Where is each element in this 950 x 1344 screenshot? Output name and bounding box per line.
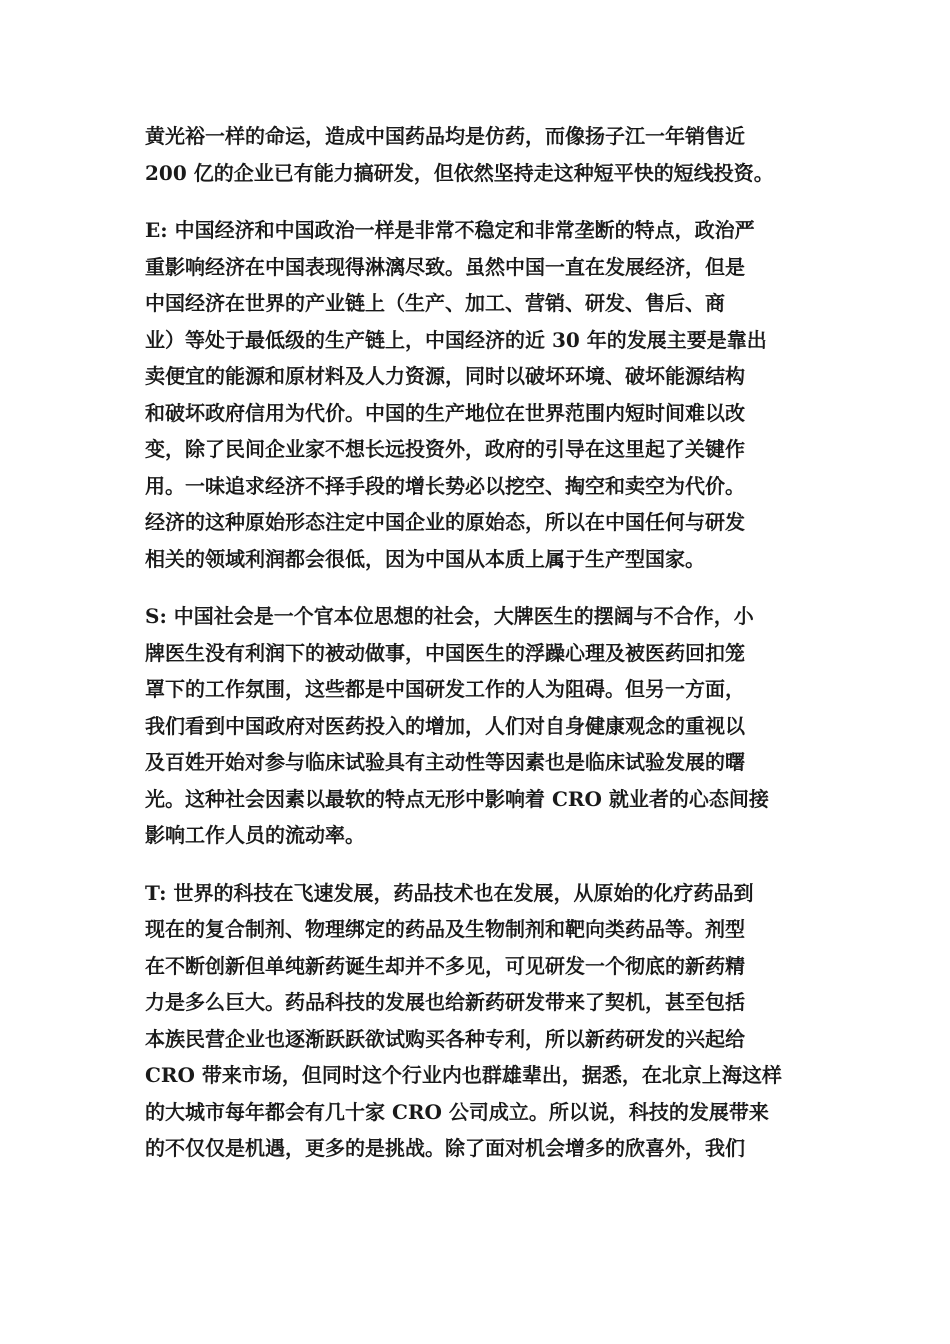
paragraph-social-s — [145, 598, 810, 854]
text-line: 在不断创新但单纯新药诞生却并不多见，可见研发一个彻底的新药精 — [145, 953, 745, 978]
text-line: 现在的复合制剂、物理绑定的药品及生物制剂和靶向类药品等。剂型 — [145, 917, 745, 941]
text-line: 的不仅仅是机遇，更多的是挑战。除了面对机会增多的欣喜外，我们 — [145, 1136, 745, 1160]
text-line: 及百姓开始对参与临床试验具有主动性等因素也是临床试验发展的曙 — [145, 750, 745, 774]
paragraph-economic-e — [145, 212, 810, 577]
text-line: E: 中国经济和中国政治一样是非常不稳定和非常垄断的特点，政治严 — [145, 218, 755, 242]
text-line: 我们看到中国政府对医药投入的增加，人们对自身健康观念的重视以 — [145, 713, 745, 738]
text-line: 本族民营企业也逐渐跃跃欲试购买各种专利，所以新药研发的兴起给 — [145, 1026, 745, 1051]
text-line: 用。一味追求经济不择手段的增长势必以挖空、掏空和卖空为代价。 — [145, 473, 745, 498]
text-line: 力是多么巨大。药品科技的发展也给新药研发带来了契机，甚至包括 — [145, 990, 745, 1014]
text-line: 相关的领域利润都会很低，因为中国从本质上属于生产型国家。 — [145, 546, 705, 571]
text-line: 黄光裕一样的命运，造成中国药品均是仿药，而像扬子江一年销售近 — [145, 124, 745, 148]
document-body — [145, 118, 810, 1188]
text-line: 罩下的工作氛围，这些都是中国研发工作的人为阻碍。但另一方面， — [145, 677, 745, 701]
text-line: 光。这种社会因素以最软的特点无形中影响着 CRO 就业者的心态间接 — [145, 786, 769, 811]
text-line: 牌医生没有利润下的被动做事，中国医生的浮躁心理及被医药回扣笼 — [145, 640, 745, 665]
text-line: 中国经济在世界的产业链上（生产、加工、营销、研发、售后、商 — [145, 291, 725, 315]
text-line: 和破坏政府信用为代价。中国的生产地位在世界范围内短时间难以改 — [145, 400, 745, 425]
text-line: S: 中国社会是一个官本位思想的社会，大牌医生的摆阔与不合作，小 — [145, 604, 754, 628]
paragraph-technology-t — [145, 875, 810, 1167]
text-line: 变，除了民间企业家不想长远投资外，政府的引导在这里起了关键作 — [145, 437, 745, 461]
text-line: 业）等处于最低级的生产链上，中国经济的近 30 年的发展主要是靠出 — [145, 327, 767, 352]
text-line: 卖便宜的能源和原材料及人力资源，同时以破坏环境、破坏能源结构 — [145, 364, 745, 388]
text-line: 200 亿的企业已有能力搞研发，但依然坚持走这种短平快的短线投资。 — [145, 160, 774, 185]
text-line: 经济的这种原始形态注定中国企业的原始态，所以在中国任何与研发 — [145, 510, 745, 534]
paragraph-intro-continuation — [145, 118, 810, 191]
text-line: T: 世界的科技在飞速发展，药品技术也在发展，从原始的化疗药品到 — [145, 880, 754, 905]
text-line: 影响工作人员的流动率。 — [145, 823, 365, 847]
text-line: 的大城市每年都会有几十家 CRO 公司成立。所以说，科技的发展带来 — [145, 1099, 769, 1124]
text-line: CRO 带来市场，但同时这个行业内也群雄辈出，据悉，在北京上海这样 — [145, 1063, 782, 1087]
text-line: 重影响经济在中国表现得淋漓尽致。虽然中国一直在发展经济，但是 — [145, 254, 745, 279]
